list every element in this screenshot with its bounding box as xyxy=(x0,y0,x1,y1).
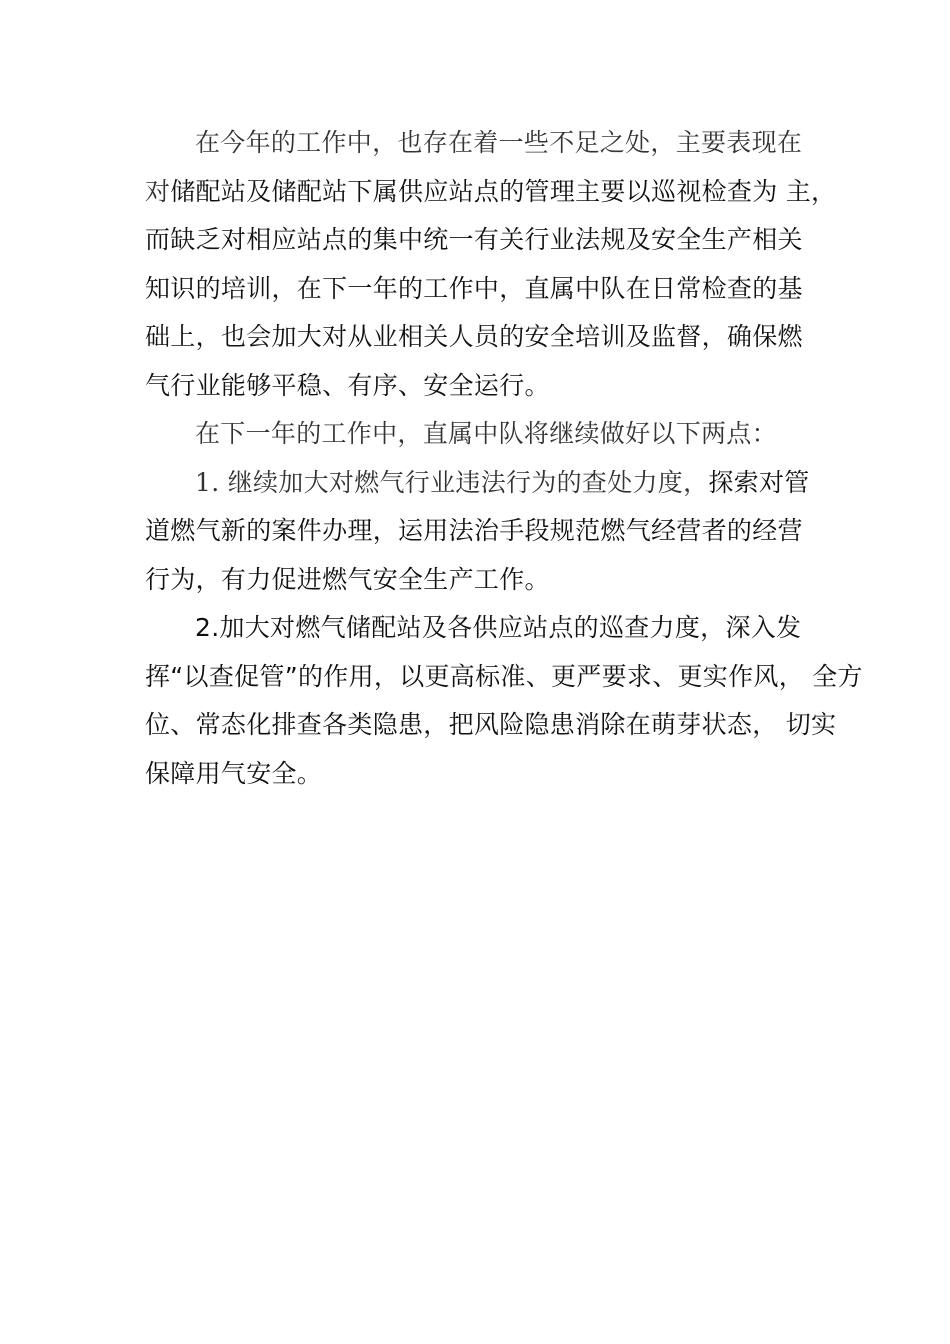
text-segment: 1. 继续加大对燃气行业违法行为的查处力度， xyxy=(195,467,709,497)
text-line xyxy=(145,168,837,217)
text-segment: 探索对管 xyxy=(708,467,810,497)
text-line: 气行业能够平稳、有序、安全运行。 xyxy=(145,370,550,400)
text-line: 2.加大对燃气储配站及各供应站点的巡查力度，深入发 xyxy=(195,613,802,642)
text-line: 在下一年的工作中，直属中队将继续做好以下两点： xyxy=(195,419,777,448)
list-item-2 xyxy=(145,604,863,798)
list-item-1 xyxy=(145,459,825,605)
text-line: 挥“以查促管”的作用，以更高标准、更严要求、更实作风， 全方 xyxy=(145,661,863,691)
text-line: 而缺乏对相应站点的集中统一有关行业法规及安全生产相关 xyxy=(145,225,803,254)
text-segment: 对 xyxy=(145,176,171,206)
document-body xyxy=(145,119,863,798)
text-segment: 储配站及储配站下属供应站点的管理主要以巡视检查为 主， xyxy=(170,176,837,206)
paragraph-shortcomings xyxy=(145,119,837,410)
text-line: 行为，有力促进燃气安全生产工作。 xyxy=(145,564,550,594)
text-line: 在今年的工作中，也存在着一些不足之处，主要表现在 xyxy=(195,128,803,157)
text-line xyxy=(145,459,825,508)
text-line: 位、常态化排查各类隐患，把风险隐患消除在萌芽状态， 切实 xyxy=(145,710,837,739)
text-line: 保障用气安全。 xyxy=(145,758,323,788)
text-line: 知识的培训，在下一年的工作中，直属中队在日常检查的基 xyxy=(145,273,803,303)
text-line: 道燃气新的案件办理，运用法治手段规范燃气经营者的经营 xyxy=(145,516,803,545)
text-line: 础上，也会加大对从业相关人员的安全培训及监督，确保燃 xyxy=(145,322,803,351)
paragraph-next-year xyxy=(145,410,825,459)
